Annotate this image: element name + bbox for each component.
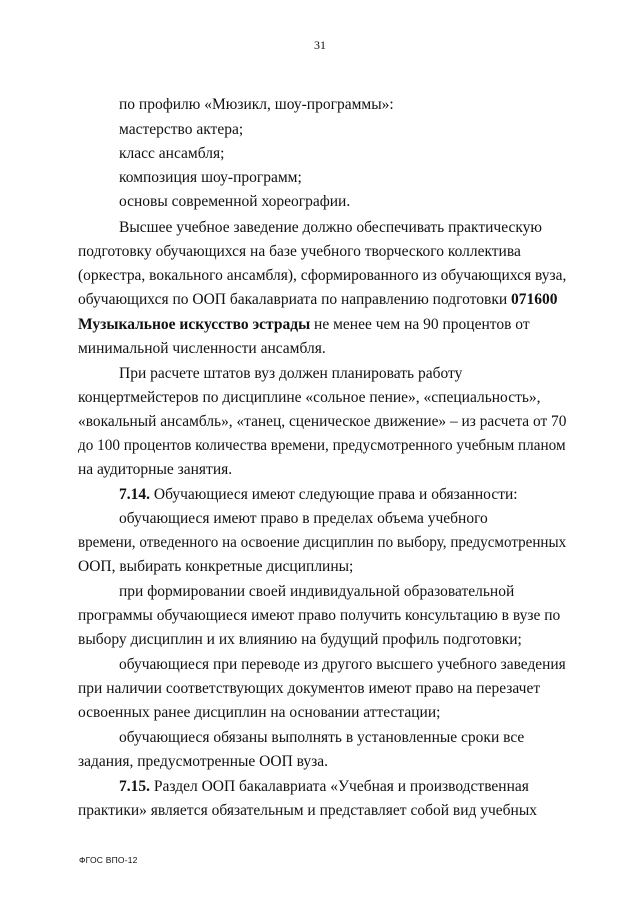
- right-line: при наличии соответствующих документов имеют право на перезачет: [78, 680, 541, 697]
- page-number: 31: [314, 38, 326, 52]
- practical-para-line: (оркестра, вокального ансамбля), сформированного из обучающихся вуза,: [78, 267, 567, 284]
- right-line: освоенных ранее дисциплин на основании аттестации;: [78, 704, 441, 721]
- profile-item: класс ансамбля;: [119, 145, 225, 162]
- staff-para-line: концертмейстеров по дисциплине «сольное пение», «специальность»,: [78, 389, 541, 406]
- practical-para-text: не менее чем на 90 процентов от: [310, 316, 530, 333]
- practical-para-line: подготовку обучающихся на базе учебного творческого коллектива: [78, 243, 521, 260]
- right-line: обучающиеся имеют право в пределах объема учебного: [119, 510, 488, 527]
- section-number: 7.15.: [119, 778, 150, 795]
- right-line: при формировании своей индивидуальной образовательной: [119, 583, 515, 600]
- footer-standard-code: ФГОС ВПО-12: [79, 855, 138, 865]
- practical-para-text: обучающихся по ООП бакалавриата по направлению подготовки: [78, 291, 512, 308]
- profile-item: композиция шоу-программ;: [119, 169, 302, 186]
- right-line: обучающиеся при переводе из другого высшего учебного заведения: [119, 656, 566, 673]
- section-715-line: практики» является обязательным и представляет собой вид учебных: [78, 802, 538, 819]
- section-title: Обучающиеся имеют следующие права и обязанности:: [150, 486, 518, 503]
- staff-para-line: до 100 процентов количества времени, предусмотренного учебным планом: [78, 437, 566, 454]
- practical-para-line: [78, 291, 558, 309]
- right-line: задания, предусмотренные ООП вуза.: [78, 753, 329, 770]
- section-text: Раздел ООП бакалавриата «Учебная и производственная: [150, 778, 529, 795]
- right-line: программы обучающиеся имеют право получить консультацию в вузе по: [78, 607, 561, 624]
- practical-para-line: [78, 316, 530, 334]
- staff-para-line: «вокальный ансамбль», «танец, сценическое движение» – из расчета от 70: [78, 413, 567, 430]
- practical-para-line: Высшее учебное заведение должно обеспечивать практическую: [119, 219, 542, 236]
- section-714-heading: [119, 486, 518, 504]
- direction-code: 071600: [511, 291, 558, 308]
- practical-para-line: минимальной численности ансамбля.: [78, 340, 326, 357]
- profile-item: мастерство актера;: [119, 121, 244, 138]
- right-line: выбору дисциплин и их влиянию на будущий профиль подготовки;: [78, 631, 522, 648]
- direction-name: Музыкальное искусство эстрады: [78, 316, 311, 333]
- section-number: 7.14.: [119, 486, 150, 503]
- staff-para-line: на аудиторные занятия.: [78, 461, 233, 478]
- section-715-heading: [119, 778, 529, 796]
- profile-item: основы современной хореографии.: [119, 193, 351, 210]
- staff-para-line: При расчете штатов вуз должен планировать работу: [119, 365, 463, 382]
- right-line: времени, отведенного на освоение дисциплин по выбору, предусмотренных: [78, 534, 567, 551]
- profile-heading: по профилю «Мюзикл, шоу-программы»:: [119, 96, 394, 113]
- right-line: ООП, выбирать конкретные дисциплины;: [78, 558, 354, 575]
- right-line: обучающиеся обязаны выполнять в установленные сроки все: [119, 729, 525, 746]
